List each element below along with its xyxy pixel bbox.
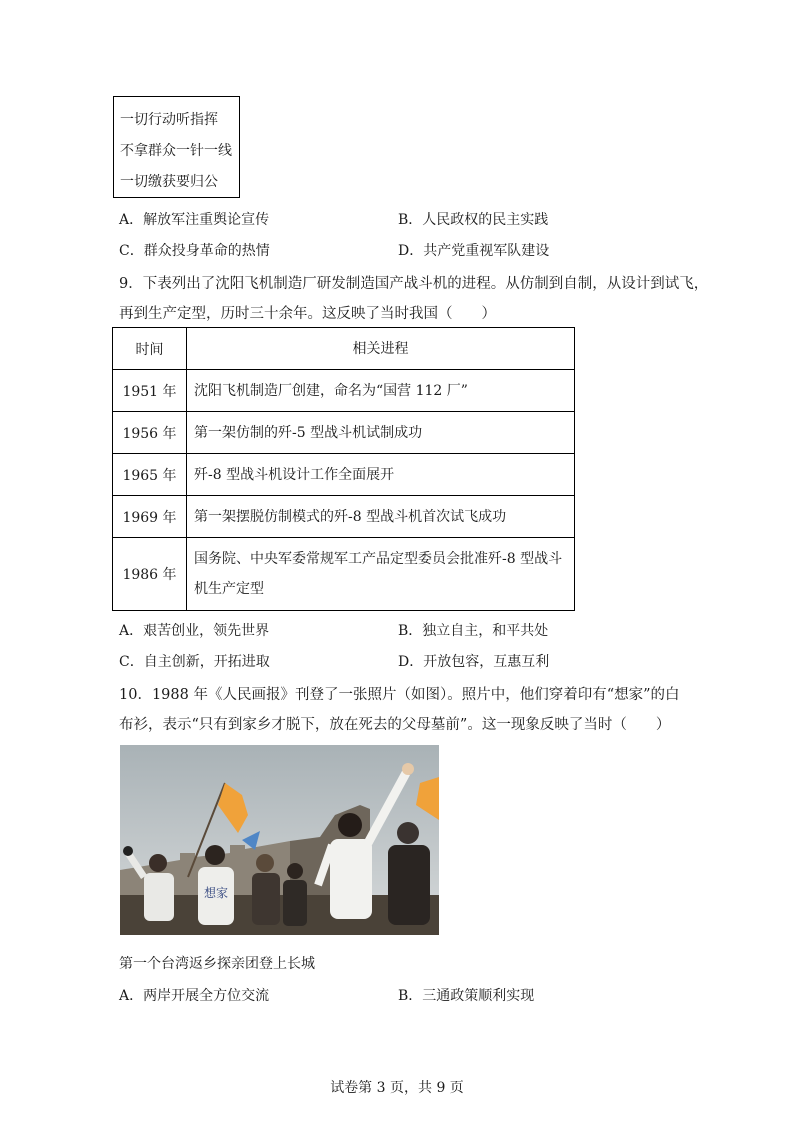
photo-caption: 第一个台湾返乡探亲团登上长城 <box>119 956 315 972</box>
table-row <box>113 454 575 496</box>
q8-option-a[interactable]: A．解放军注重舆论宣传 <box>119 212 270 228</box>
q8-option-d[interactable]: D．共产党重视军队建设 <box>398 243 550 259</box>
table-cell-year: 1965 年 <box>113 454 187 496</box>
q10-stem-line2: 布衫，表示“只有到家乡才脱下，放在死去的父母墓前”。这一现象反映了当时（ ） <box>119 717 671 733</box>
table-cell-event: 国务院、中央军委常规军工产品定型委员会批准歼-8 型战斗机生产定型 <box>187 538 575 611</box>
table-row <box>113 370 575 412</box>
table-cell-year: 1969 年 <box>113 496 187 538</box>
q8-option-c[interactable]: C．群众投身革命的热情 <box>119 243 270 259</box>
table-header-progress: 相关进程 <box>187 328 575 370</box>
progress-table <box>112 327 575 611</box>
q10-stem-line1: 10．1988 年《人民画报》刊登了一张照片（如图）。照片中，他们穿着印有“想家”的白 <box>119 687 680 703</box>
table-cell-event: 第一架仿制的歼-5 型战斗机试制成功 <box>187 412 575 454</box>
q9-option-c[interactable]: C．自主创新，开拓进取 <box>119 654 270 670</box>
table-cell-year: 1986 年 <box>113 538 187 611</box>
quote-line: 不拿群众一针一线 <box>120 143 232 159</box>
table-header-row <box>113 328 575 370</box>
great-wall-photo-illustration <box>120 745 439 935</box>
page-footer: 试卷第 3 页，共 9 页 <box>330 1080 464 1096</box>
quote-box <box>113 96 240 198</box>
q8-option-b[interactable]: B．人民政权的民主实践 <box>398 212 549 228</box>
q9-stem-line1: 9．下表列出了沈阳飞机制造厂研发制造国产战斗机的进程。从仿制到自制，从设计到试飞， <box>119 276 709 292</box>
shirt-text: 想家 <box>203 886 229 900</box>
great-wall-photo <box>120 745 439 935</box>
table-cell-event: 沈阳飞机制造厂创建，命名为“国营 112 厂” <box>187 370 575 412</box>
table-row <box>113 538 575 611</box>
table-cell-year: 1951 年 <box>113 370 187 412</box>
table-row <box>113 412 575 454</box>
q10-option-b[interactable]: B．三通政策顺利实现 <box>398 988 535 1004</box>
table-header-time: 时间 <box>113 328 187 370</box>
table-row <box>113 496 575 538</box>
quote-line: 一切缴获要归公 <box>120 174 218 190</box>
quote-line: 一切行动听指挥 <box>120 112 218 128</box>
q9-option-b[interactable]: B．独立自主，和平共处 <box>398 623 549 639</box>
q9-option-d[interactable]: D．开放包容，互惠互利 <box>398 654 550 670</box>
table-cell-year: 1956 年 <box>113 412 187 454</box>
table-cell-event: 歼-8 型战斗机设计工作全面展开 <box>187 454 575 496</box>
q10-option-a[interactable]: A．两岸开展全方位交流 <box>119 988 270 1004</box>
table-cell-event: 第一架摆脱仿制模式的歼-8 型战斗机首次试飞成功 <box>187 496 575 538</box>
q9-stem-line2: 再到生产定型，历时三十余年。这反映了当时我国（ ） <box>119 306 496 322</box>
q9-option-a[interactable]: A．艰苦创业，领先世界 <box>119 623 270 639</box>
